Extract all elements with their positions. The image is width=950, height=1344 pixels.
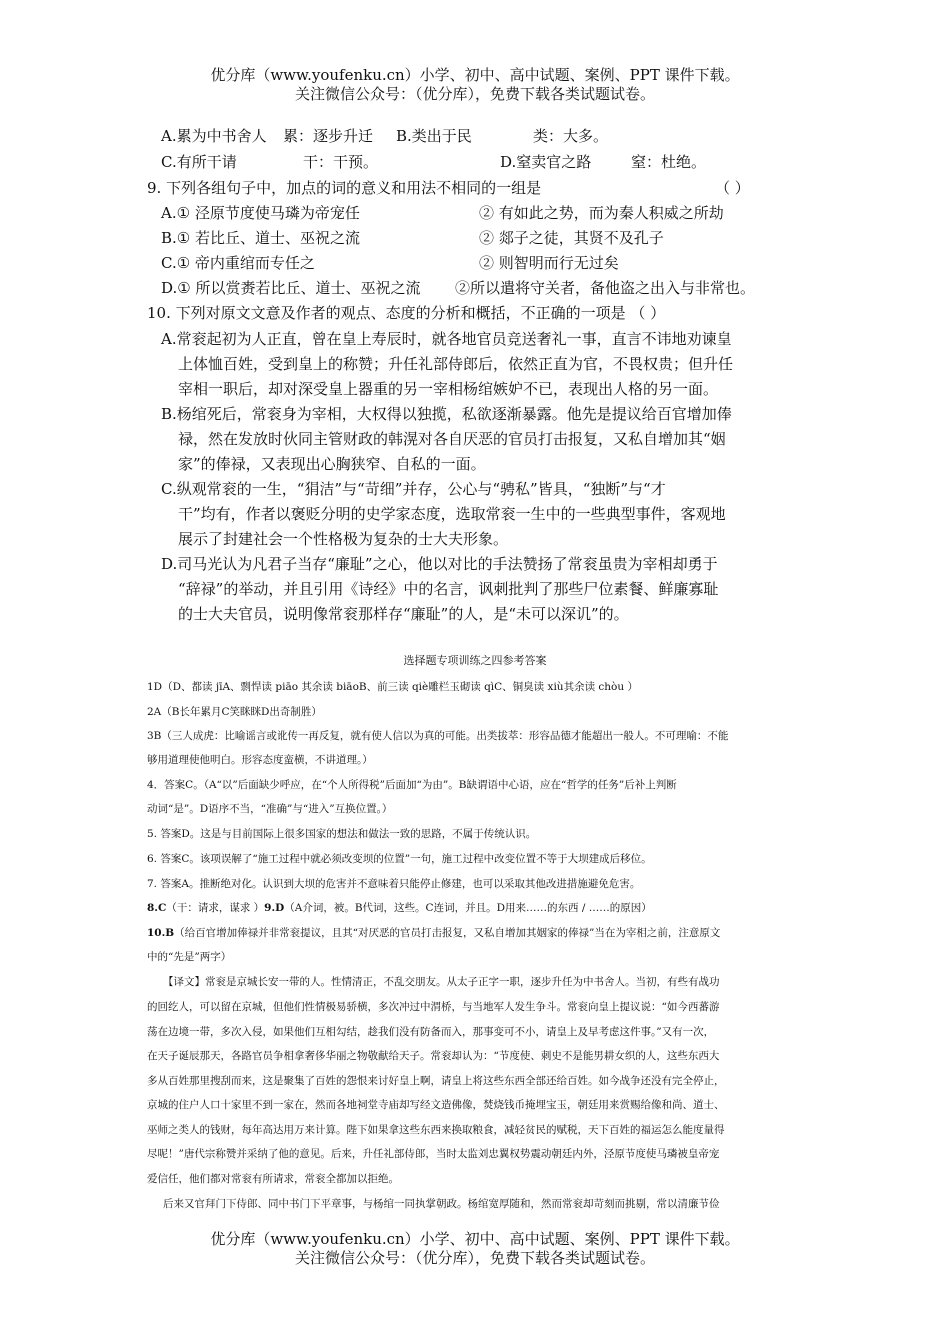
translation-line: 爱信任，他们都对常衮有所请求，常衮全都加以拒绝。: [147, 1173, 399, 1185]
answer-6: 6. 答案C。该项误解了“施工过程中就必须改变坝的位置”一句，施工过程中改变位置不等于大坝建成后移位。: [147, 853, 652, 865]
q10-option-c-line: C.纵观常衮的一生，“狷洁”与“苛细”并存，公心与“骋私”皆具，“独断”与“才: [161, 480, 666, 498]
q10-option-c-line: 展示了封建社会一个性格极为复杂的士大夫形象。: [178, 530, 509, 548]
q8-b-right: 类：大多。: [533, 127, 609, 145]
q9-option-b: [161, 227, 664, 248]
q9-d1: D.① 所以赏赉若比丘、道士、巫祝之流: [161, 279, 421, 297]
translation-line: 后来又官拜门下侍郎、同中书门下平章事，与杨绾一同执掌朝政。杨绾宽厚随和，然而常衮却苛刻而挑剔，常以清廉节俭: [163, 1198, 720, 1210]
q10-option-d-line: “辞禄”的举动，并且引用《诗经》中的名言，讽刺批判了那些尸位素餐、鲜廉寡耻: [178, 580, 719, 598]
footer-line-1: 优分库（www.youfenku.cn）小学、初中、高中试题、案例、PPT 课件下载。: [210, 1230, 740, 1248]
header-line-1: 优分库（www.youfenku.cn）小学、初中、高中试题、案例、PPT 课件下载。: [210, 66, 740, 84]
translation-line: 在天子诞辰那天，各路官员争相拿奢侈华丽之物敬献给天子。常衮却认为：“节度使、刺史不是能男耕女织的人，这些东西大: [147, 1050, 720, 1062]
answer-5: 5. 答案D。这是与目前国际上很多国家的想法和做法一致的思路，不属于传统认识。: [147, 828, 537, 840]
q8-option-c-d: [161, 151, 706, 172]
answer-1: 1D（D、都读 jīA、剽悍读 piāo 其余读 biāoB、前三读 qiè雕栏玉砌读 qìC、铜臭读 xiù其余读 chòu ）: [147, 681, 638, 693]
translation-line: 尽呢！”唐代宗称赞并采纳了他的意见。后来，升任礼部侍郎，当时太监刘忠翼权势震动朝廷内外，泾原节度使马璘被皇帝宠: [147, 1148, 720, 1160]
q9-b1: B.① 若比丘、道士、巫祝之流: [161, 229, 361, 247]
q10-option-b-line: B.杨绾死后，常衮身为宰相，大权得以独揽，私欲逐渐暴露。他先是提议给百官增加俸: [161, 405, 732, 423]
q10-option-c-line: 干”均有，作者以褒贬分明的史学家态度，选取常衮一生中的一些典型事件，客观地: [178, 505, 726, 523]
q9-a2: ② 有如此之势，而为秦人积威之所劫: [479, 204, 724, 222]
answer-9-text: （A介词，被。B代词，这些。C连词，并且。D用来……的东西 / ……的原因）: [284, 902, 652, 914]
q10-option-b-line: 禄，然在发放时伙同主管财政的韩滉对各自厌恶的官员打击报复，又私自增加其“姻: [178, 430, 726, 448]
q10-option-a-line: 宰相一职后，却对深受皇上器重的另一宰相杨绾嫉妒不已，表现出人格的另一面。: [178, 380, 719, 398]
q8-a-left: A.累为中书舍人: [161, 127, 267, 145]
translation-line: 京城的住户人口十家里不到一家在，然而各地祠堂寺庙却写经文造佛像，焚烧钱币掩埋宝玉，朝廷用来赏赐给像和尚、道士、: [147, 1099, 725, 1111]
q9-option-c: [161, 252, 619, 273]
q10-option-a-line: 上体恤百姓，受到皇上的称赞；升任礼部侍郎后，依然正直为官，不畏权贵；但升任: [178, 355, 734, 373]
page-footer: [0, 1230, 950, 1268]
answer-10-line: 中的“先是”两字）: [147, 951, 232, 963]
answer-10-text: （给百官增加俸禄并非常衮提议，且其“对厌恶的官员打击报复，又私自增加其姻家的俸禄”当在为宰相之前，注意原文: [174, 927, 721, 939]
q9-stem: [147, 177, 750, 198]
q8-b-left: B.类出于民: [396, 127, 472, 145]
answer-10-line: [147, 925, 720, 940]
answer-10-number: 10.B: [147, 927, 175, 939]
q10-option-b-line: 家”的俸禄，又表现出心胸狭窄、自私的一面。: [178, 455, 486, 473]
q10-answer-paren: （ ）: [630, 304, 666, 322]
answer-3-line: 3B（三人成虎：比喻谣言或讹传一再反复，就有使人信以为真的可能。出类拔萃：形容品德才能超出一般人。不可理喻：不能: [147, 730, 729, 742]
q8-c-right: 干：干预。: [303, 153, 379, 171]
q9-a1: A.① 泾原节度使马璘为帝宠任: [161, 204, 360, 222]
page-header: [0, 66, 950, 104]
q10-stem-text: 10. 下列对原文文意及作者的观点、态度的分析和概括，不正确的一项是: [147, 304, 626, 322]
answer-8-number: 8.C: [147, 902, 167, 914]
q10-option-d-line: D.司马光认为凡君子当存“廉耻”之心，他以对比的手法赞扬了常衮虽贵为宰相却勇于: [161, 555, 718, 573]
answer-4-line: 4．答案C。（A“以”后面缺少呼应，在“个人所得税”后面加“为由”。B缺谓语中心语，应在“哲学的任务”后补上判断: [147, 779, 677, 791]
q9-answer-paren: （ ）: [715, 179, 750, 197]
q10-stem: [147, 302, 665, 323]
q8-option-a-b: [161, 125, 608, 146]
q9-c1: C.① 帝内重绾而专任之: [161, 254, 315, 272]
q8-d-left: D.窒卖官之路: [500, 153, 592, 171]
translation-line: 的回纥人，可以留在京城，但他们性情极易骄横，多次冲过中渭桥，与当地军人发生争斗。常衮向皇上提议说：“如今西蕃游: [147, 1001, 720, 1013]
header-line-2: 关注微信公众号：（优分库），免费下载各类试题试卷。: [294, 85, 655, 103]
q9-d2: ②所以遣将守关者，备他盗之出入与非常也。: [455, 279, 756, 297]
q8-a-right: 累：逐步升迁: [283, 127, 374, 145]
answer-7: 7. 答案A。推断绝对化。认识到大坝的危害并不意味着只能停止修建，也可以采取其他改进措施避免危害。: [147, 878, 641, 890]
q9-option-d: [161, 277, 755, 298]
translation-line: 多从百姓那里搜刮而来，这是聚集了百姓的怨恨来讨好皇上啊，请皇上将这些东西全部还给百姓。如今战争还没有完全停止，: [147, 1075, 725, 1087]
q8-d-right: 窒：杜绝。: [631, 153, 707, 171]
q10-option-a-line: A.常衮起初为人正直，曾在皇上寿辰时，就各地官员竞送奢礼一事，直言不讳地劝谏皇: [161, 330, 732, 348]
answer-3-line: 够用道理使他明白。形容态度蛮横，不讲道理。）: [147, 754, 373, 766]
q9-c2: ② 则智明而行无过矣: [479, 254, 619, 272]
q8-c-left: C.有所干请: [161, 153, 237, 171]
answer-8-9: [147, 900, 652, 915]
footer-line-2: 关注微信公众号：（优分库），免费下载各类试题试卷。: [294, 1249, 655, 1267]
q9-stem-text: 9. 下列各组句子中，加点的词的意义和用法不相同的一组是: [147, 179, 542, 197]
q9-option-a: [161, 202, 724, 223]
translation-line: 【译文】常衮是京城长安一带的人。性情清正，不乱交朋友。从太子正字一职，逐步升任为中书舍人。当初，有些有战功: [163, 976, 720, 988]
answer-9-number: 9.D: [264, 902, 285, 914]
answer-4-line: 动词“是”。D语序不当，“准确”与“进入”互换位置。）: [147, 803, 393, 815]
translation-line: 巫师之类人的钱财，每年高达用万来计算。陛下如果拿这些东西来换取粮食，减轻贫民的赋税，天下百姓的福运怎么能度量得: [147, 1124, 725, 1136]
q10-option-d-line: 的士大夫官员，说明像常衮那样存“廉耻”的人，是“未可以深讥”的。: [178, 605, 629, 623]
answer-2: 2A（B长年累月C笑眯眯D出奇制胜）: [147, 706, 322, 718]
translation-line: 荡在边境一带，多次入侵，如果他们互相勾结，趁我们没有防备而入，那事变可不小，请皇上及早考虑这件事。”又有一次，: [147, 1026, 715, 1038]
answers-title: 选择题专项训练之四参考答案: [403, 654, 547, 667]
q9-b2: ② 郯子之徒，其贤不及孔子: [479, 229, 664, 247]
answer-8-text: （干：请求，谋求 ）: [166, 902, 265, 914]
